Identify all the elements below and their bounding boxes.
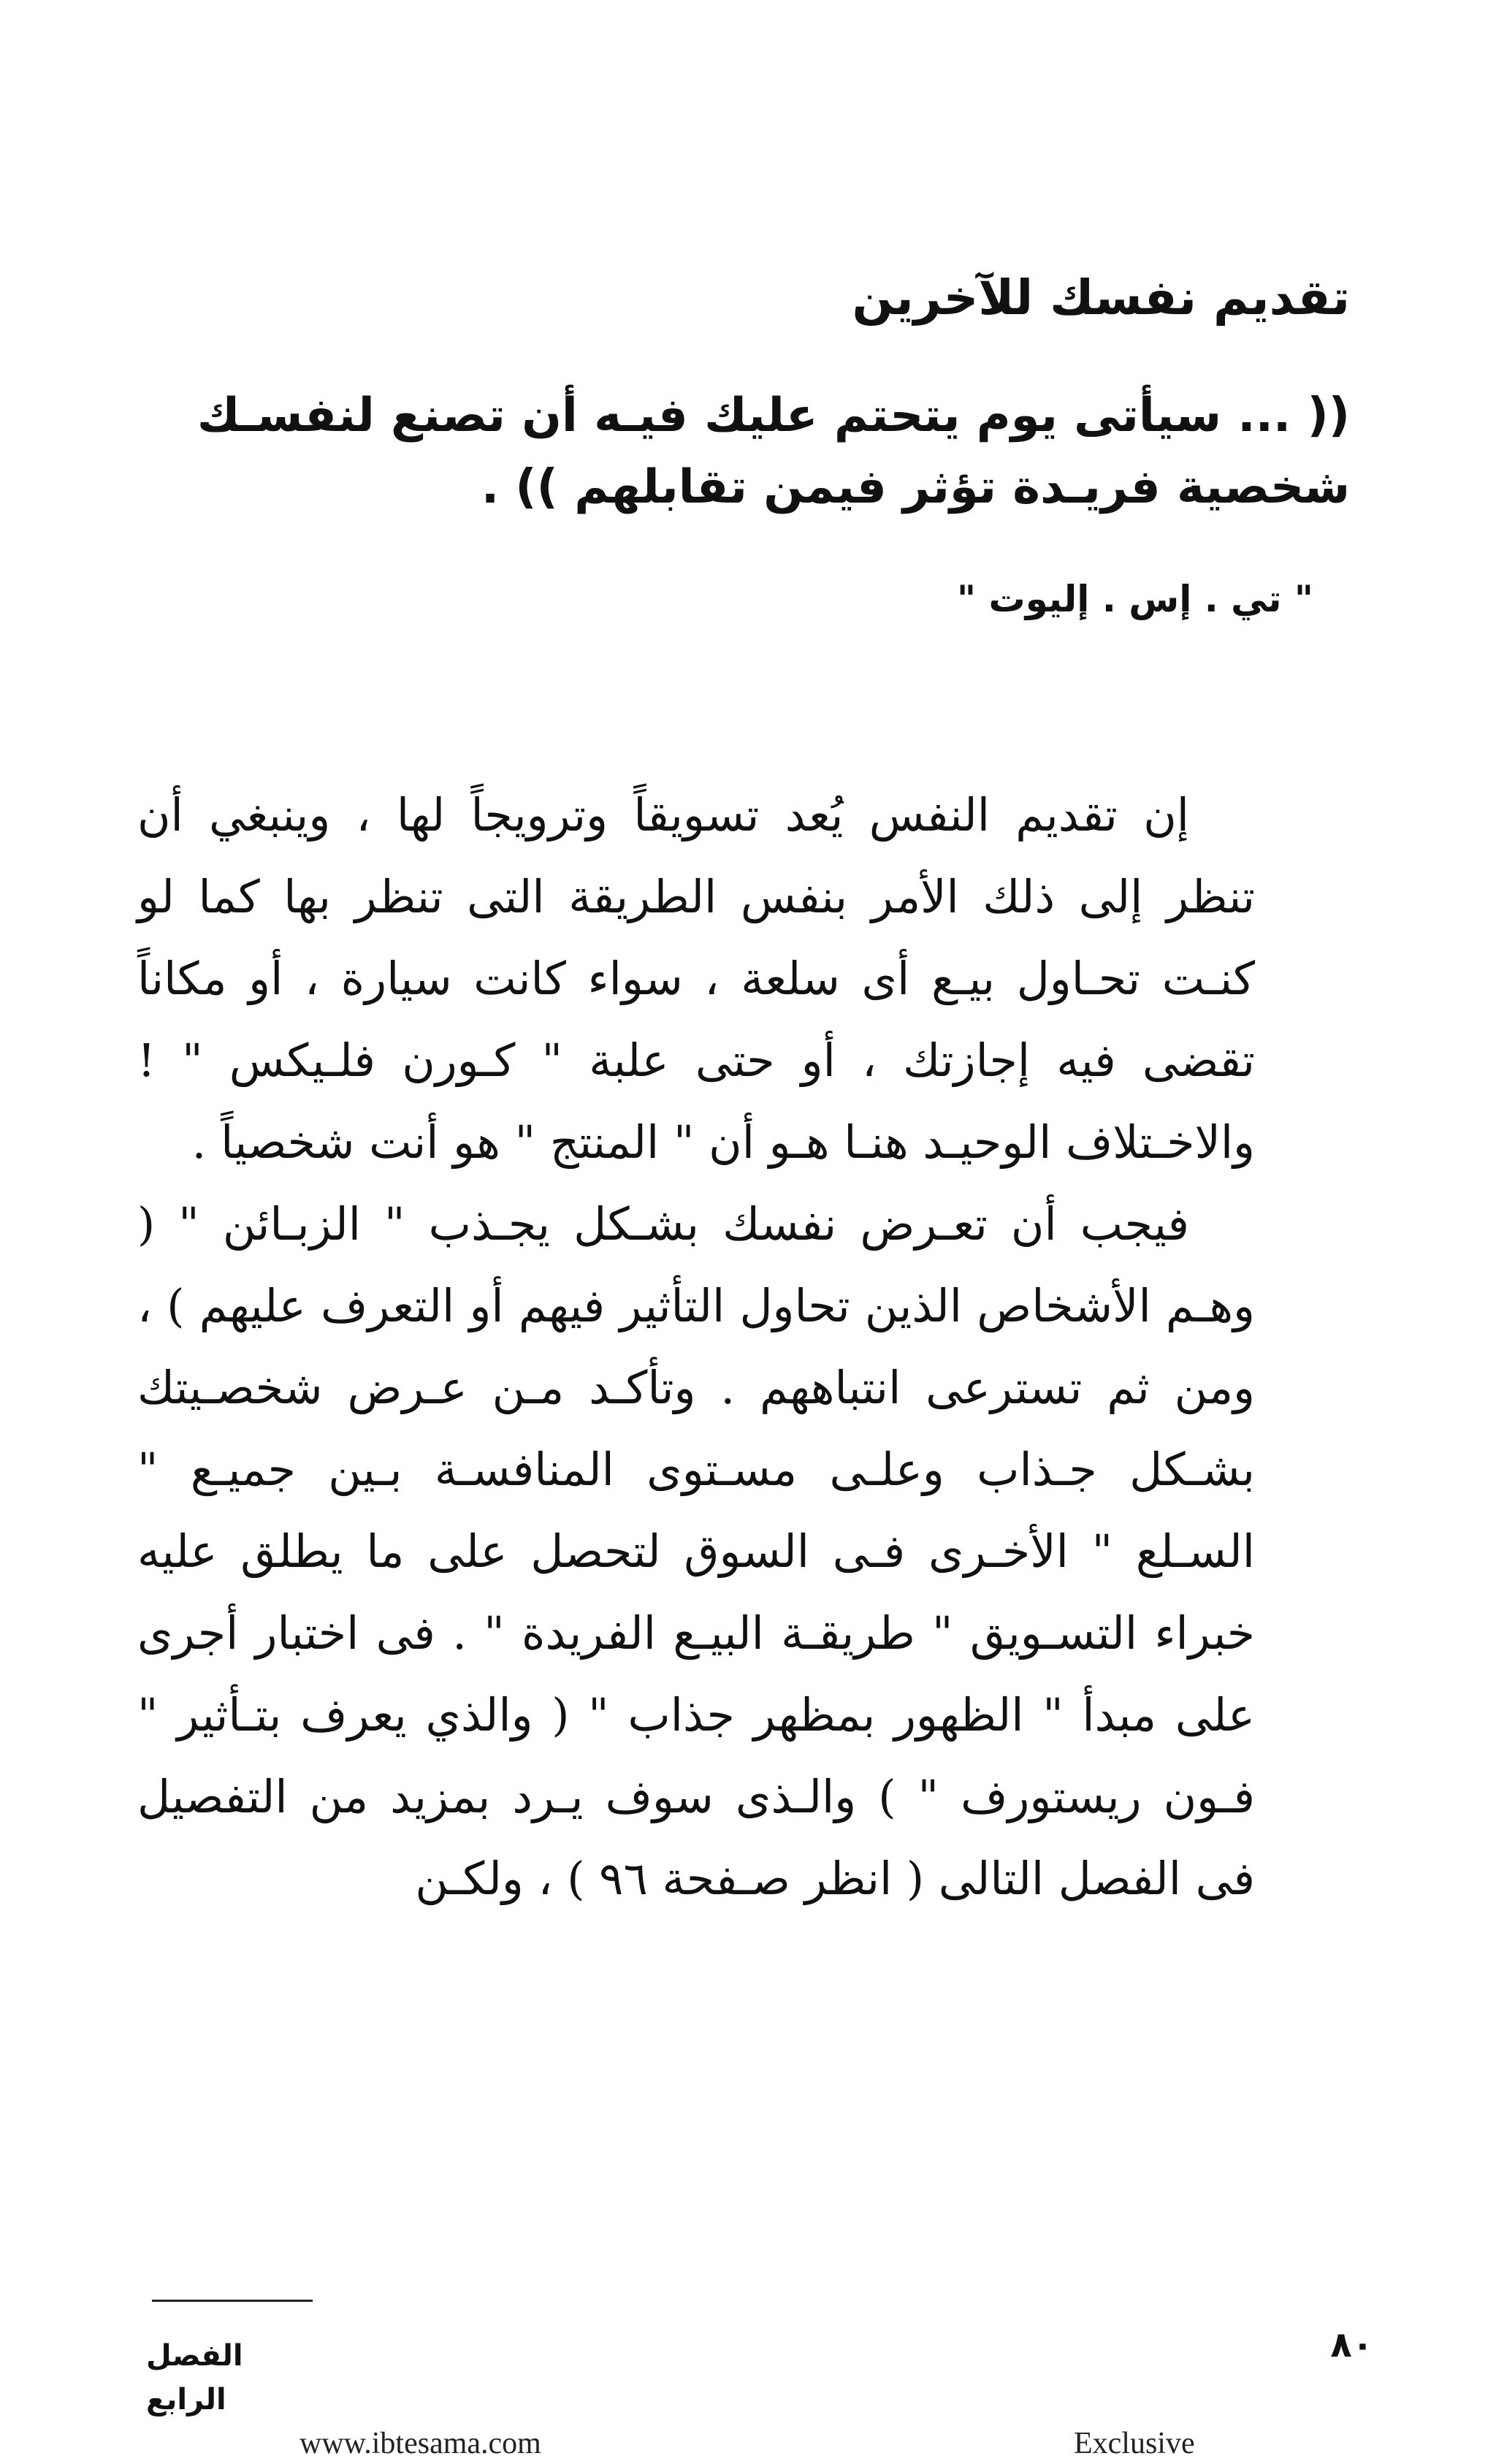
section-heading: تقديم نفسك للآخرين [852,270,1350,326]
watermark-label: Exclusive [1074,2427,1195,2460]
chapter-label: الفصل الرابع [146,2339,243,2417]
epigraph-quote: (( ... سيأتى يوم يتحتم عليك فيـه أن تصنع لنفسـك شخصية فريـدة تؤثر فيمن تقابلهم )) . [196,389,1350,514]
body-text [137,774,1255,1920]
paragraph: إن تقديم النفس يُعد تسويقاً وترويجاً لها ، وينبغي أن تنظر إلى ذلك الأمر بنفس الطريقة التى تنظر بها كما لو كنـت تحـاول بيـع أى سلعة ، سواء كانت سيارة ، أو مكاناً تقضى فيه إجازتك ، أو حتى علبة " كـورن فلـيكس " ! والاخـتلاف الوحيـد هنـا هـو أن " المنتج " هو أنت شخصياً . [137,788,1255,1169]
footer-divider [152,2300,313,2302]
page-number: ٨٠ [1330,2324,1373,2365]
epigraph-attribution: " تي . إس . إليوت " [957,578,1313,620]
paragraph: فيجب أن تعـرض نفسك بشـكل يجـذب " الزبـائن " ( وهـم الأشخاص الذين تحاول التأثير فيهم أو التعرف عليهم ) ، ومن ثم تسترعى انتباههم . وتأكـد مـن عـرض شخصـيتك بشـكل جـذاب وعلـى مسـتوى المنافسـة بـين جميـع " السـلع " الأخـرى فـى السوق لتحصل على ما يطلق عليه خبراء التسـويق " طريقـة البيـع الفريدة " . فى اختبار أجرى على مبدأ " الظهور بمظهر جذاب " ( والذي يعرف بتـأثير " فـون ريستورف " ) والـذى سوف يـرد بمزيد من التفصيل فى الفصل التالى ( انظر صـفحة ٩٦ ) ، ولكـن [137,1197,1255,1905]
watermark-url: www.ibtesama.com [299,2427,541,2460]
